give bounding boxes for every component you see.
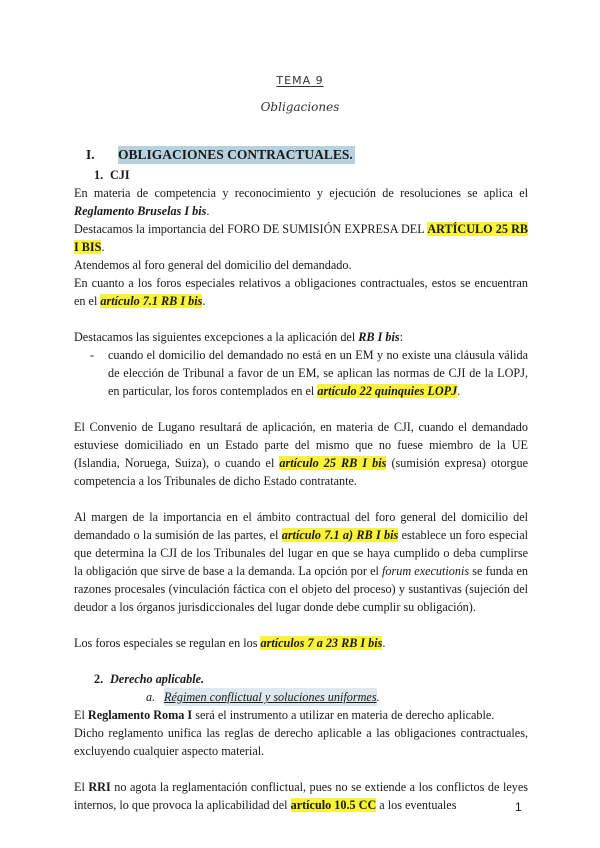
highlight: artículo 25 RB I bis [279, 456, 387, 470]
bullet-dash: - [90, 348, 95, 362]
highlight: artículo 7.1 RB I bis [100, 294, 203, 308]
subsection-number: 1. [94, 168, 104, 182]
paragraph: Destacamos las siguientes excepciones a la aplicación del RB I bis: [74, 330, 403, 344]
highlight: artículo 10.5 CC [290, 798, 377, 812]
highlight: artículos 7 a 23 RB I bis [260, 636, 383, 650]
document-title: TEMA 9 [276, 74, 324, 87]
subsubsection-number: a. [146, 690, 156, 704]
paragraph: Al margen de la importancia en el ámbito contractual del foro general del domicilio del demandado o la sumisión de las partes, el artículo 7.1 a) RB I bis establece un foro especial que determina la CJI de los Tribunales del lugar en que se haya cumplido o deba cumplirse la obligación que sirve de base a la demanda. La opción por el forum executionis se funda en razones procesales (vinculación fáctica con el objeto del proceso) y sustantivas (sujeción del deudor a los órganos jurisdiccionales del lugar donde debe cumplir su obligación). [74, 510, 528, 614]
page-number: 1 [515, 800, 522, 814]
document-body [74, 146, 528, 814]
section-title: OBLIGACIONES CONTRACTUALES. [118, 147, 353, 162]
subsection-title: CJI [110, 168, 130, 182]
highlight: artículo 7.1 a) RB I bis [281, 528, 399, 542]
paragraph: Dicho reglamento unifica las reglas de derecho aplicable a las obligaciones contractuales, excluyendo cualquier aspecto material. [74, 726, 528, 758]
paragraph: El Reglamento Roma I será el instrumento a utilizar en materia de derecho aplicable. [74, 708, 495, 722]
document-subtitle: Obligaciones [260, 100, 340, 114]
section-heading [74, 146, 528, 164]
subsection-title: Derecho aplicable. [110, 672, 205, 686]
subsection-number: 2. [94, 672, 104, 686]
paragraph: En cuanto a los foros especiales relativos a obligaciones contractuales, estos se encuentran en el artículo 7.1 RB I bis. [74, 276, 528, 308]
paragraph: El RRI no agota la reglamentación conflictual, pues no se extiende a los conflictos de leyes internos, lo que provoca la aplicabilidad del artículo 10.5 CC a los eventuales [74, 780, 528, 812]
paragraph: Atendemos al foro general del domicilio del demandado. [74, 258, 352, 272]
subsubsection-heading: a. Régimen conflictual y soluciones uniformes . [146, 690, 380, 704]
subsection-heading-cji [74, 166, 528, 184]
subsubsection-title: Régimen conflictual y soluciones uniformes [164, 690, 377, 704]
paragraph: Los foros especiales se regulan en los artículos 7 a 23 RB I bis. [74, 636, 386, 650]
section-number: I. [86, 147, 95, 162]
paragraph: En materia de competencia y reconocimiento y ejecución de resoluciones se aplica el Reglamento Bruselas I bis. [74, 186, 528, 218]
list-item: - cuando el domicilio del demandado no está en un EM y no existe una cláusula válida de elección de Tribunal a favor de un EM, se aplican las normas de CJI de la LOPJ, en particular, los foros contemplados en el artículo 22 quinquies LOPJ. [74, 346, 528, 400]
paragraph: Destacamos la importancia del FORO DE SUMISIÓN EXPRESA DEL ARTÍCULO 25 RB I BIS. [74, 222, 528, 254]
subsection-heading-derecho [74, 670, 528, 688]
highlight: ARTÍCULO 25 RB I BIS [74, 222, 528, 254]
paragraph: El Convenio de Lugano resultará de aplicación, en materia de CJI, cuando el demandado estuviese domiciliado en un Estado parte del mismo que no fuese miembro de la UE (Islandia, Noruega, Suiza), o cuando el artículo 25 RB I bis (sumisión expresa) otorgue competencia a los Tribunales de dicho Estado contratante. [74, 420, 528, 488]
highlight: artículo 22 quinquies LOPJ [317, 384, 458, 398]
